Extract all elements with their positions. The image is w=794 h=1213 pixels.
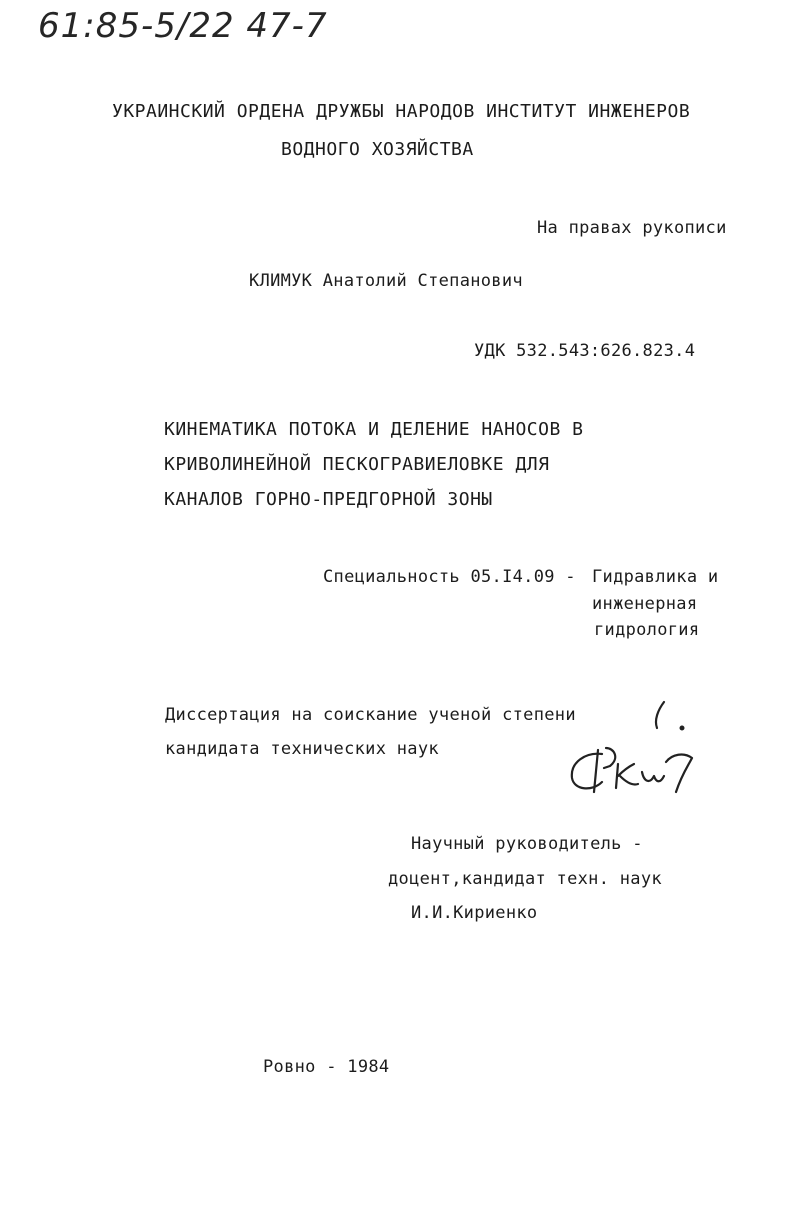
specialty-line-2: инженерная bbox=[592, 594, 698, 614]
place-and-year: Ровно - 1984 bbox=[263, 1057, 390, 1077]
supervisor-line-2: доцент,кандидат техн. наук bbox=[388, 869, 662, 889]
manuscript-rights: На правах рукописи bbox=[537, 218, 727, 238]
specialty-prefix: Специальность 05.I4.09 - bbox=[323, 567, 576, 587]
institute-name-line-1: УКРАИНСКИЙ ОРДЕНА ДРУЖБЫ НАРОДОВ ИНСТИТУТ ИНЖЕНЕРОВ bbox=[112, 101, 691, 122]
specialty-line-1: Гидравлика и bbox=[592, 567, 719, 587]
author-name: КЛИМУК Анатолий Степанович bbox=[249, 271, 523, 291]
archive-note: 61:85-5/22 47-7 bbox=[38, 6, 328, 46]
specialty-line-3: гидрология bbox=[594, 620, 700, 640]
udc-code: УДК 532.543:626.823.4 bbox=[474, 341, 696, 361]
thesis-title-line-1: КИНЕМАТИКА ПОТОКА И ДЕЛЕНИЕ НАНОСОВ В bbox=[164, 419, 584, 440]
thesis-title-line-3: КАНАЛОВ ГОРНО-ПРЕДГОРНОЙ ЗОНЫ bbox=[164, 489, 493, 510]
supervisor-line-3: И.И.Кириенко bbox=[411, 903, 538, 923]
supervisor-line-1: Научный руководитель - bbox=[411, 834, 643, 854]
thesis-title-line-2: КРИВОЛИНЕЙНОЙ ПЕСКОГРАВИЕЛОВКЕ ДЛЯ bbox=[164, 454, 550, 475]
dissertation-line-1: Диссертация на соискание ученой степени bbox=[165, 705, 576, 725]
institute-name-line-2: ВОДНОГО ХОЗЯЙСТВА bbox=[281, 139, 474, 160]
handwritten-signature bbox=[562, 692, 712, 802]
dissertation-line-2: кандидата технических наук bbox=[165, 739, 439, 759]
